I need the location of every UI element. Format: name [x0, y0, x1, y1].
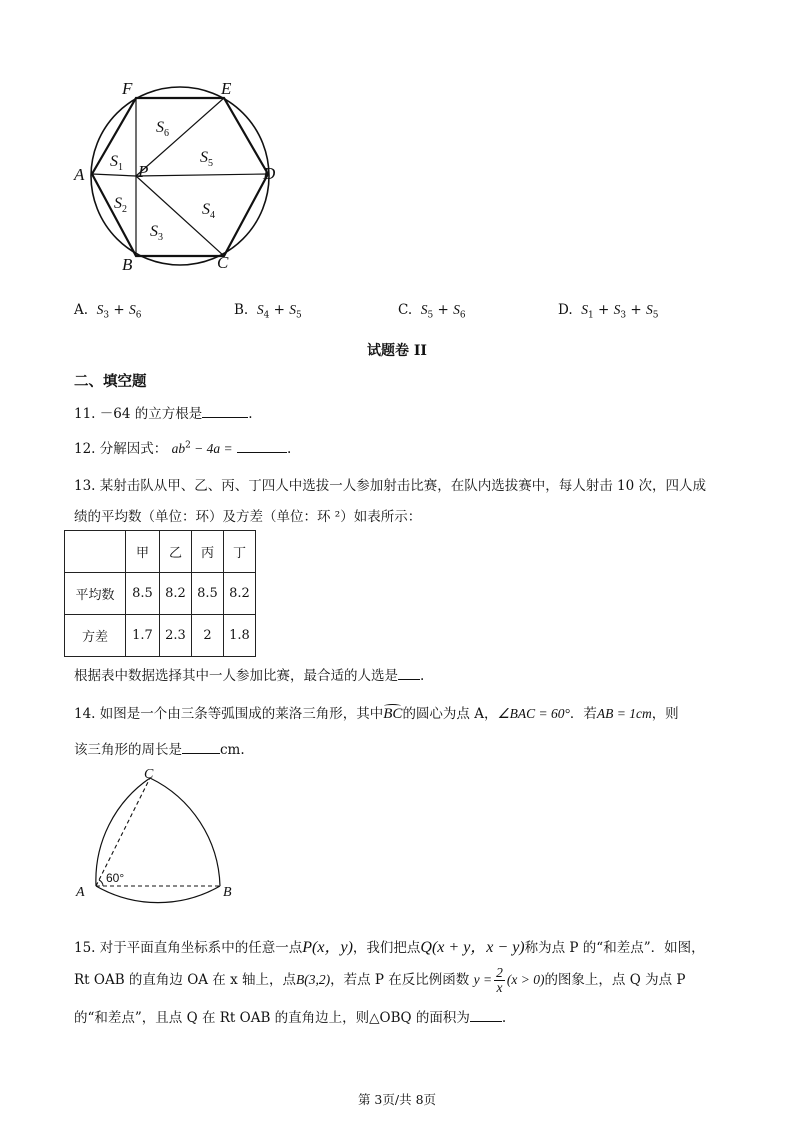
- label-D: D: [263, 164, 276, 183]
- label-C: C: [217, 253, 229, 272]
- angle-mark: [99, 880, 103, 886]
- region-S3: $S_3$: [150, 223, 163, 243]
- option-b: B. $S_4 + S_5$: [234, 302, 302, 321]
- question-15-line1: 15. 对于平面直角坐标系中的任意一点P(x，y)，我们把点Q(x + y，x − y)称为点 P 的“和差点”．如图，: [74, 939, 705, 956]
- label-A: A: [74, 165, 85, 184]
- region-S6: $S_6$: [156, 119, 169, 139]
- region-S1: $S_1$: [110, 153, 123, 173]
- scores-table: [64, 530, 256, 657]
- question-14-line1: 14. 如图是一个由三条等弧围成的莱洛三角形，其中 BC的圆心为点 A，∠BAC = 60°．若AB = 1cm，则: [74, 706, 679, 722]
- question-13-line2: 绩的平均数（单位：环）及方差（单位：环 ²）如表所示：: [74, 509, 422, 525]
- question-13-line1: 13. 某射击队从甲、乙、丙、丁四人中选拔一人参加射击比赛，在队内选拔赛中，每人射击 10 次，四人成: [74, 478, 707, 494]
- circumcircle: [91, 87, 269, 265]
- segment-AC: [96, 778, 150, 886]
- region-S5: $S_5$: [200, 149, 213, 169]
- label-E: E: [221, 79, 232, 98]
- angle-label: 60°: [106, 871, 125, 885]
- table-header-row: 甲 乙 丙 丁: [65, 531, 256, 573]
- arc-CB: [150, 778, 220, 886]
- paper-title: 试题卷 II: [367, 343, 427, 359]
- arc-AB: [96, 886, 220, 903]
- page-footer: 第 3页/共 8页: [357, 1092, 437, 1107]
- hexagon-figure: [72, 76, 287, 276]
- option-d: D. $S_1 + S_3 + S_5$: [558, 302, 659, 321]
- label-A-14: A: [76, 885, 85, 900]
- hexagon: [92, 98, 268, 256]
- label-F: F: [122, 79, 133, 98]
- option-a: A. $S_3 + S_6$: [74, 302, 142, 321]
- table-row: 平均数 8.5 8.2 8.5 8.2: [65, 573, 256, 615]
- question-13-after: 根据表中数据选择其中一人参加比赛，最合适的人选是 .: [74, 668, 425, 684]
- question-11: 11. －64 的立方根是 .: [74, 406, 253, 422]
- question-14-line2: 该三角形的周长是 cm.: [74, 742, 245, 758]
- label-B: B: [122, 255, 133, 274]
- label-C-14: C: [144, 768, 154, 782]
- option-c: C. $S_5 + S_6$: [398, 302, 466, 321]
- question-15-line2: Rt OAB 的直角边 OA 在 x 轴上，点B(3,2)，若点 P 在反比例函数 y = $\frac{2}{x}$ (x > 0)的图象上，点 Q 为点 P: [74, 965, 686, 996]
- region-S4: $S_4$: [202, 201, 215, 221]
- table-row: 方差 1.7 2.3 2 1.8: [65, 615, 256, 657]
- section-title: 二、填空题: [74, 374, 147, 390]
- arc-AC: [96, 778, 150, 886]
- question-15-line3: 的“和差点”，且点 Q 在 Rt OAB 的直角边上，则△OBQ 的面积为 .: [74, 1010, 507, 1026]
- region-S2: $S_2$: [114, 195, 127, 215]
- question-12: 12. 分解因式： $ab^2 - 4a$ = .: [74, 440, 292, 457]
- reuleaux-figure: [70, 768, 250, 908]
- label-P: P: [138, 162, 149, 181]
- label-B-14: B: [223, 885, 232, 900]
